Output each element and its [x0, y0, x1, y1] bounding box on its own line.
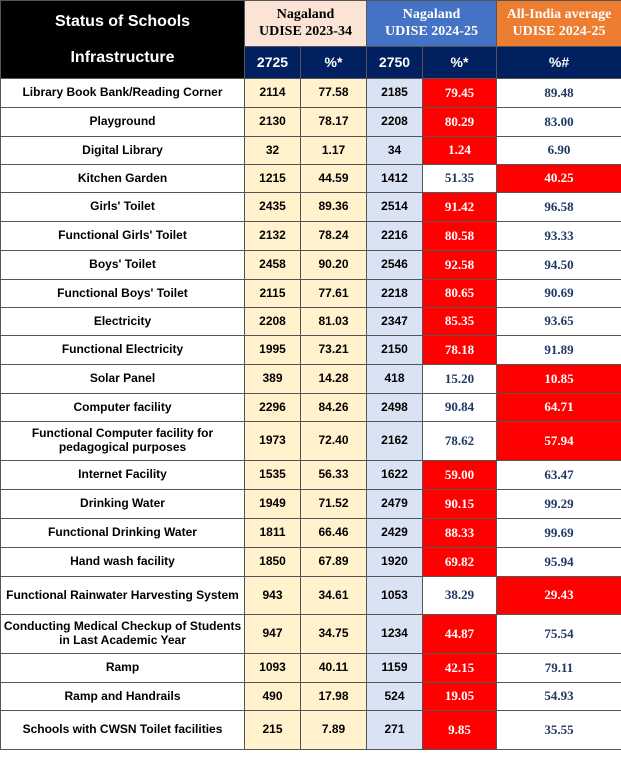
all-india-avg-cell: 90.69 — [497, 280, 621, 308]
header-india-line1: All-India average — [506, 7, 612, 23]
pct-2023-cell: 44.59 — [301, 165, 367, 193]
pct-2023-cell: 72.40 — [301, 422, 367, 461]
header-nagaland-2023 — [245, 1, 367, 47]
pct-2024-cell: 1.24 — [423, 137, 497, 165]
pct-2024-cell: 15.20 — [423, 365, 497, 394]
pct-2024-cell: 90.84 — [423, 394, 497, 422]
table-row — [1, 222, 621, 251]
pct-2024-cell: 69.82 — [423, 548, 497, 577]
table-row — [1, 137, 621, 165]
pct-2023-cell: 90.20 — [301, 251, 367, 280]
count-2024-cell: 524 — [367, 683, 423, 711]
pct-2023-cell: 56.33 — [301, 461, 367, 490]
count-2024-cell: 1053 — [367, 577, 423, 615]
pct-2023-cell: 84.26 — [301, 394, 367, 422]
pct-2023-cell: 66.46 — [301, 519, 367, 548]
pct-2024-cell: 78.18 — [423, 336, 497, 365]
pct-2024-cell: 59.00 — [423, 461, 497, 490]
pct-2024-cell: 91.42 — [423, 193, 497, 222]
all-india-avg-cell: 63.47 — [497, 461, 621, 490]
pct-2023-cell: 78.17 — [301, 108, 367, 137]
row-label: Computer facility — [1, 394, 245, 422]
table-row — [1, 394, 621, 422]
count-2023-cell: 2115 — [245, 280, 301, 308]
all-india-avg-cell: 35.55 — [497, 711, 621, 750]
table-row — [1, 422, 621, 461]
all-india-avg-cell: 6.90 — [497, 137, 621, 165]
count-2024-cell: 1159 — [367, 654, 423, 683]
count-2024-cell: 2150 — [367, 336, 423, 365]
count-2024-cell: 2208 — [367, 108, 423, 137]
table-row — [1, 365, 621, 394]
pct-2023-cell: 77.61 — [301, 280, 367, 308]
count-2023-cell: 2114 — [245, 79, 301, 108]
row-label: Girls' Toilet — [1, 193, 245, 222]
count-2024-cell: 1622 — [367, 461, 423, 490]
count-2023-cell: 1535 — [245, 461, 301, 490]
pct-2024-cell: 78.62 — [423, 422, 497, 461]
count-2024-cell: 1920 — [367, 548, 423, 577]
pct-2023-cell: 34.75 — [301, 615, 367, 654]
row-label: Functional Computer facility for pedagogical purposes — [1, 422, 245, 461]
pct-label-2024: %* — [423, 47, 497, 79]
pct-2024-cell: 44.87 — [423, 615, 497, 654]
all-india-avg-cell: 94.50 — [497, 251, 621, 280]
pct-2023-cell: 34.61 — [301, 577, 367, 615]
pct-2024-cell: 88.33 — [423, 519, 497, 548]
count-2023-cell: 490 — [245, 683, 301, 711]
row-label: Functional Drinking Water — [1, 519, 245, 548]
all-india-avg-cell: 10.85 — [497, 365, 621, 394]
row-label: Kitchen Garden — [1, 165, 245, 193]
header-all-india — [497, 1, 621, 47]
pct-2023-cell: 1.17 — [301, 137, 367, 165]
pct-2023-cell: 89.36 — [301, 193, 367, 222]
row-label: Functional Boys' Toilet — [1, 280, 245, 308]
count-2023-cell: 1949 — [245, 490, 301, 519]
count-2024-cell: 2347 — [367, 308, 423, 336]
count-2023-cell: 1215 — [245, 165, 301, 193]
pct-2023-cell: 77.58 — [301, 79, 367, 108]
all-india-avg-cell: 99.69 — [497, 519, 621, 548]
count-2023-cell: 2132 — [245, 222, 301, 251]
pct-2023-cell: 78.24 — [301, 222, 367, 251]
header-2024-line2: UDISE 2024-25 — [385, 23, 478, 39]
row-label: Electricity — [1, 308, 245, 336]
row-label: Ramp — [1, 654, 245, 683]
all-india-avg-cell: 75.54 — [497, 615, 621, 654]
pct-2023-cell: 71.52 — [301, 490, 367, 519]
count-2023-cell: 1811 — [245, 519, 301, 548]
count-2024-cell: 2498 — [367, 394, 423, 422]
pct-2024-cell: 90.15 — [423, 490, 497, 519]
all-india-avg-cell: 64.71 — [497, 394, 621, 422]
all-india-avg-cell: 91.89 — [497, 336, 621, 365]
all-india-avg-cell: 99.29 — [497, 490, 621, 519]
count-2024: 2750 — [367, 47, 423, 79]
row-label: Boys' Toilet — [1, 251, 245, 280]
all-india-avg-cell: 89.48 — [497, 79, 621, 108]
count-2023-cell: 2458 — [245, 251, 301, 280]
count-2023-cell: 2208 — [245, 308, 301, 336]
count-2024-cell: 2218 — [367, 280, 423, 308]
header-2023-line1: Nagaland — [276, 7, 335, 23]
pct-2023-cell: 81.03 — [301, 308, 367, 336]
table-row — [1, 461, 621, 490]
row-label: Hand wash facility — [1, 548, 245, 577]
count-2024-cell: 2429 — [367, 519, 423, 548]
pct-2024-cell: 19.05 — [423, 683, 497, 711]
header-2023-line2: UDISE 2023-34 — [259, 23, 352, 39]
all-india-avg-cell: 57.94 — [497, 422, 621, 461]
count-2024-cell: 34 — [367, 137, 423, 165]
row-label: Conducting Medical Checkup of Students in Last Academic Year — [1, 615, 245, 654]
row-label: Drinking Water — [1, 490, 245, 519]
count-2024-cell: 2216 — [367, 222, 423, 251]
count-2023-cell: 1995 — [245, 336, 301, 365]
table-body — [1, 79, 621, 750]
count-2024-cell: 271 — [367, 711, 423, 750]
count-2023-cell: 389 — [245, 365, 301, 394]
pct-2023-cell: 67.89 — [301, 548, 367, 577]
all-india-avg-cell: 93.65 — [497, 308, 621, 336]
all-india-avg-cell: 95.94 — [497, 548, 621, 577]
count-2023: 2725 — [245, 47, 301, 79]
all-india-avg-cell: 83.00 — [497, 108, 621, 137]
table-title-line2: Infrastructure — [70, 48, 175, 66]
count-2023-cell: 2130 — [245, 108, 301, 137]
count-2024-cell: 2479 — [367, 490, 423, 519]
pct-2024-cell: 51.35 — [423, 165, 497, 193]
table-title-line1: Status of Schools — [54, 12, 191, 30]
count-2023-cell: 1973 — [245, 422, 301, 461]
pct-label-2023: %* — [301, 47, 367, 79]
row-label: Schools with CWSN Toilet facilities — [1, 711, 245, 750]
pct-2024-cell: 38.29 — [423, 577, 497, 615]
header-row-top — [1, 1, 621, 47]
pct-2024-cell: 85.35 — [423, 308, 497, 336]
count-2024-cell: 2162 — [367, 422, 423, 461]
pct-2023-cell: 17.98 — [301, 683, 367, 711]
row-label: Playground — [1, 108, 245, 137]
pct-2024-cell: 92.58 — [423, 251, 497, 280]
all-india-avg-cell: 96.58 — [497, 193, 621, 222]
count-2023-cell: 2435 — [245, 193, 301, 222]
all-india-avg-cell: 79.11 — [497, 654, 621, 683]
count-2024-cell: 418 — [367, 365, 423, 394]
table-row — [1, 108, 621, 137]
all-india-avg-cell: 29.43 — [497, 577, 621, 615]
row-label: Digital Library — [1, 137, 245, 165]
table-row — [1, 308, 621, 336]
count-2023-cell: 2296 — [245, 394, 301, 422]
count-2024-cell: 1412 — [367, 165, 423, 193]
row-label: Functional Rainwater Harvesting System — [1, 577, 245, 615]
count-2023-cell: 32 — [245, 137, 301, 165]
pct-2023-cell: 14.28 — [301, 365, 367, 394]
table-row — [1, 548, 621, 577]
count-2023-cell: 943 — [245, 577, 301, 615]
count-2024-cell: 2185 — [367, 79, 423, 108]
pct-2024-cell: 79.45 — [423, 79, 497, 108]
table-row — [1, 251, 621, 280]
count-2024-cell: 1234 — [367, 615, 423, 654]
table-row — [1, 711, 621, 750]
header-2024-line1: Nagaland — [402, 7, 461, 23]
pct-2024-cell: 80.29 — [423, 108, 497, 137]
table-row — [1, 519, 621, 548]
table-row — [1, 165, 621, 193]
all-india-avg-cell: 40.25 — [497, 165, 621, 193]
all-india-avg-cell: 54.93 — [497, 683, 621, 711]
count-2024-cell: 2514 — [367, 193, 423, 222]
table-row — [1, 615, 621, 654]
row-label: Ramp and Handrails — [1, 683, 245, 711]
all-india-avg-cell: 93.33 — [497, 222, 621, 251]
row-label: Solar Panel — [1, 365, 245, 394]
pct-2024-cell: 9.85 — [423, 711, 497, 750]
table-row — [1, 79, 621, 108]
row-label: Library Book Bank/Reading Corner — [1, 79, 245, 108]
row-label: Functional Girls' Toilet — [1, 222, 245, 251]
pct-label-india: %# — [497, 47, 621, 79]
row-label: Internet Facility — [1, 461, 245, 490]
table-row — [1, 683, 621, 711]
pct-2024-cell: 80.65 — [423, 280, 497, 308]
table-row — [1, 336, 621, 365]
count-2023-cell: 1093 — [245, 654, 301, 683]
table-row — [1, 490, 621, 519]
pct-2024-cell: 80.58 — [423, 222, 497, 251]
table-row — [1, 577, 621, 615]
count-2023-cell: 1850 — [245, 548, 301, 577]
pct-2024-cell: 42.15 — [423, 654, 497, 683]
pct-2023-cell: 7.89 — [301, 711, 367, 750]
row-label: Functional Electricity — [1, 336, 245, 365]
header-india-line2: UDISE 2024-25 — [512, 23, 606, 39]
count-2023-cell: 215 — [245, 711, 301, 750]
count-2023-cell: 947 — [245, 615, 301, 654]
table-title — [1, 1, 245, 79]
table-row — [1, 193, 621, 222]
table-row — [1, 280, 621, 308]
count-2024-cell: 2546 — [367, 251, 423, 280]
header-nagaland-2024 — [367, 1, 497, 47]
pct-2023-cell: 40.11 — [301, 654, 367, 683]
pct-2023-cell: 73.21 — [301, 336, 367, 365]
table-row — [1, 654, 621, 683]
